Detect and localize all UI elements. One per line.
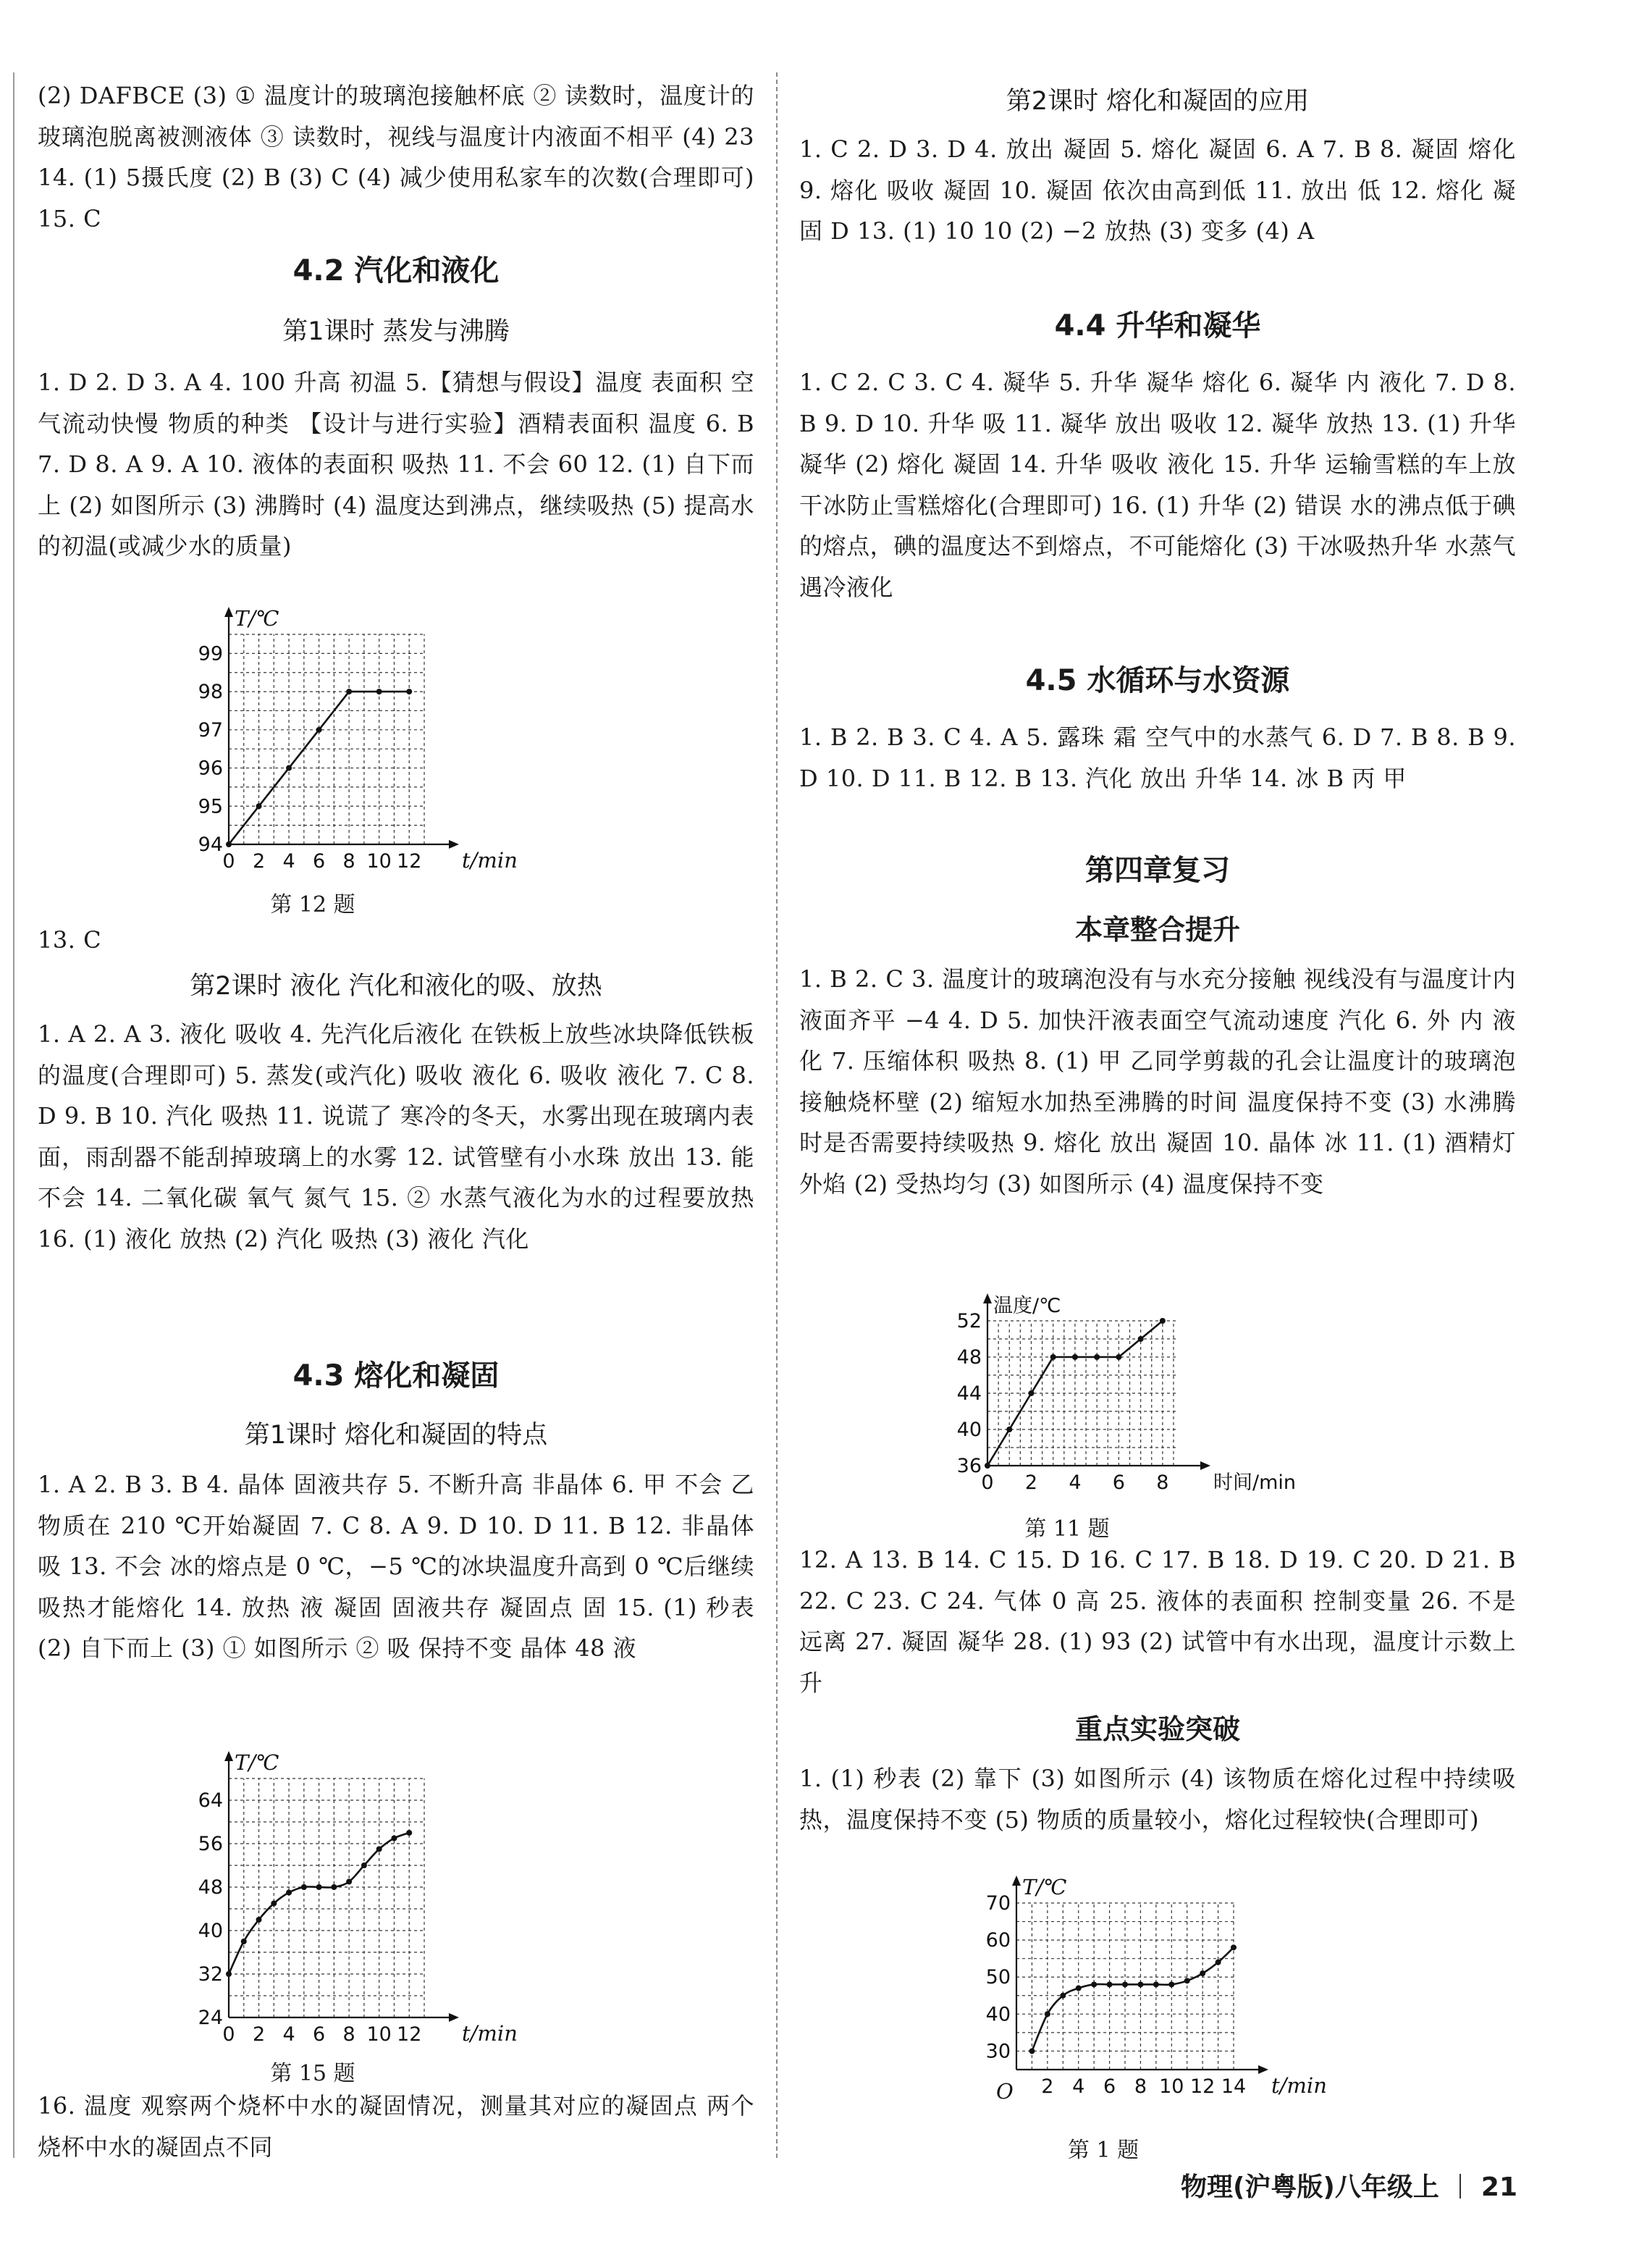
answers-4-4-text: 1. C 2. C 3. C 4. 凝华 5. 升华 凝华 熔化 6. 凝华 内 液化 7. D 8. B 9. D 10. 升华 吸 11. 凝华 放出 吸收 12. 凝华 放热 13. (1) 升华 凝华 (2) 熔化 凝固 14. 升华 吸收 液化 15. 升华 运输雪糕的车上放干冰防止雪糕熔化(合理即可) 16. (1) 升华 (2) 错误 水的沸点低于碘的熔点，碘的温度达不到熔点，不可能熔化 (3) 干冰吸热升华 水蒸气遇冷液化 <box>799 369 1516 601</box>
lesson-title: 第1课时 蒸发与沸腾 <box>282 317 510 346</box>
y-tick-label: 99 <box>198 642 223 665</box>
review-subtitle: 本章整合提升 <box>1074 914 1240 946</box>
x-axis-label: t/min <box>1271 2073 1327 2098</box>
lesson-4-3-1-heading <box>38 1415 754 1456</box>
figure-12 <box>190 606 518 883</box>
answer-16-text: 16. 温度 观察两个烧杯中水的凝固情况，测量其对应的凝固点 两个烧杯中水的凝固点不同 <box>38 2092 754 2161</box>
page-number: 21 <box>1480 2172 1517 2202</box>
section-title: 4.5 水循环与水资源 <box>1025 664 1290 697</box>
x-axis-arrow <box>1200 1461 1210 1470</box>
data-point <box>301 1884 307 1890</box>
answers-4-2-1-text: 1. D 2. D 3. A 4. 100 升高 初温 5.【猜想与假设】温度 表面积 空气流动快慢 物质的种类 【设计与进行实验】酒精表面积 温度 6. B 7. D 8. A 9. A 10. 液体的表面积 吸热 11. 不会 60 12. (1) 自下而上 (2) 如图所示 (3) 沸腾时 (4) 温度达到沸点，继续吸热 (5) 提高水的初温(或减少水的质量) <box>38 369 754 560</box>
x-tick-label: 4 <box>282 850 295 873</box>
y-tick-label: 96 <box>198 757 223 780</box>
x-tick-label: 2 <box>1041 2075 1054 2098</box>
figure-r11 <box>944 1292 1297 1509</box>
data-point <box>1153 1981 1159 1987</box>
answers-4-4 <box>799 362 1516 608</box>
answers-4-3-1-text: 1. A 2. B 3. B 4. 晶体 固液共存 5. 不断升高 非晶体 6. 甲 不会 乙物质在 210 ℃开始凝固 7. C 8. A 9. D 10. D 11. B 12. 非晶体 吸 13. 不会 冰的熔点是 0 ℃，−5 ℃的冰块温度升高到 0 ℃后继续吸热才能熔化 14. 放热 液 凝固 固液共存 凝固点 固 15. (1) 秒表 (2) 自下而上 (3) ① 如图所示 ② 吸 保持不变 晶体 48 液 <box>38 1471 754 1662</box>
answers-4-2-1 <box>38 362 754 567</box>
x-tick-label: 2 <box>252 2023 266 2046</box>
x-tick-label: 6 <box>1112 1471 1125 1494</box>
data-point <box>1138 1336 1144 1342</box>
chart-grid <box>229 634 424 844</box>
x-tick-label: 4 <box>1069 1471 1082 1494</box>
y-tick-label: 36 <box>956 1455 982 1477</box>
footer-subject: 物理(沪粤版)八年级上 <box>1180 2172 1439 2202</box>
data-point <box>1072 1354 1078 1360</box>
answer-16 <box>38 2086 754 2167</box>
y-tick-label: 70 <box>985 1892 1011 1915</box>
answers-review-2 <box>799 1540 1516 1703</box>
answers-4-1-tail <box>38 75 754 239</box>
data-point <box>1137 1981 1143 1987</box>
lesson-4-3-2-heading <box>799 81 1516 122</box>
y-axis-label: 温度/℃ <box>993 1295 1061 1317</box>
data-point <box>346 1879 352 1885</box>
chart-grid <box>229 1778 424 2017</box>
data-line <box>1032 1947 1234 2051</box>
answers-review-2-text: 12. A 13. B 14. C 15. D 16. C 17. B 18. D 19. C 20. D 21. B 22. C 23. C 24. 气体 0 高 25. 液体的表面积 控制变量 26. 不是 远离 27. 凝固 凝华 28. (1) 93 (2) 试管中有水出现，温度计示数上升 <box>799 1546 1516 1697</box>
x-axis-label: 时间/min <box>1213 1471 1297 1494</box>
chapter-review-title <box>799 849 1516 892</box>
y-axis-arrow <box>1012 1876 1021 1886</box>
answers-4-1-text: (2) DAFBCE (3) ① 温度计的玻璃泡接触杯底 ② 读数时，温度计的玻璃泡脱离被测液体 ③ 读数时，视线与温度计内液面不相平 (4) 23 14. (1) 5摄氏度 (2) B (3) C (4) 减少使用私家车的次数(合理即可) 15. C <box>38 82 754 232</box>
data-point <box>406 689 412 694</box>
data-point <box>1116 1354 1121 1360</box>
y-tick-label: 60 <box>985 1929 1011 1952</box>
chart-figR1 <box>966 1875 1342 2129</box>
key-experiment-heading <box>799 1709 1516 1750</box>
data-point <box>256 803 262 809</box>
data-point <box>226 1971 232 1977</box>
section-title: 4.3 熔化和凝固 <box>292 1359 500 1393</box>
y-tick-label: 56 <box>198 1833 223 1855</box>
data-point <box>286 765 292 771</box>
data-point <box>271 1901 277 1907</box>
y-tick-label: 30 <box>985 2040 1011 2063</box>
x-tick-label: 2 <box>1024 1471 1038 1494</box>
data-point <box>346 689 352 694</box>
y-tick-label: 40 <box>198 1920 223 1942</box>
y-tick-label: 40 <box>956 1419 982 1441</box>
x-tick-label: 10 <box>366 2023 392 2046</box>
column-divider <box>776 72 778 2158</box>
data-point <box>361 1862 367 1868</box>
answers-4-3-2 <box>799 129 1516 252</box>
x-tick-label: 0 <box>981 1471 994 1494</box>
section-title: 4.2 汽化和液化 <box>292 254 500 287</box>
y-axis-arrow <box>224 1751 233 1761</box>
review-subtitle: 重点实验突破 <box>1074 1713 1240 1745</box>
data-point <box>1122 1981 1128 1987</box>
y-axis-arrow <box>224 607 233 617</box>
y-tick-label: 40 <box>985 2003 1011 2026</box>
data-point <box>286 1890 292 1896</box>
figure-15-caption: 第 15 题 <box>270 2061 355 2086</box>
data-point <box>1045 2011 1050 2017</box>
y-axis-label: T/℃ <box>235 1750 279 1775</box>
x-tick-label: 8 <box>342 850 355 873</box>
answers-4-3-2-text: 1. C 2. D 3. D 4. 放出 凝固 5. 熔化 凝固 6. A 7. B 8. 凝固 熔化 9. 熔化 吸收 凝固 10. 凝固 依次由高到低 11. 放出 低 12. 熔化 凝固 D 13. (1) 10 10 (2) −2 放热 (3) 变多 (4) A <box>799 135 1516 245</box>
data-point <box>1050 1354 1056 1360</box>
chart-grid <box>987 1321 1176 1466</box>
y-tick-label: 24 <box>198 2007 223 2029</box>
x-tick-label: 6 <box>1103 2075 1116 2098</box>
x-tick-label: 8 <box>1156 1471 1169 1494</box>
answers-4-5 <box>799 717 1516 799</box>
chart-fig12 <box>190 606 518 883</box>
y-tick-label: 64 <box>198 1789 223 1812</box>
data-point <box>1094 1354 1100 1360</box>
data-point <box>241 1939 247 1944</box>
data-point <box>1091 1981 1097 1987</box>
answers-experiment <box>799 1758 1516 1840</box>
data-point <box>1168 1981 1174 1987</box>
section-4-5-title <box>799 659 1516 702</box>
x-axis-arrow <box>449 840 459 849</box>
x-tick-label: 12 <box>397 850 422 873</box>
figure-12-caption: 第 12 题 <box>270 892 355 917</box>
review-integration-heading <box>799 910 1516 950</box>
data-point <box>391 1836 397 1841</box>
section-4-4-title <box>799 304 1516 348</box>
answers-review <box>799 959 1516 1204</box>
x-tick-label: 0 <box>222 850 235 873</box>
y-axis-label: T/℃ <box>235 606 279 631</box>
x-tick-label: 8 <box>342 2023 355 2046</box>
footer-separator <box>1459 2174 1461 2198</box>
x-axis-arrow <box>1258 2065 1268 2074</box>
x-axis-arrow <box>449 2013 459 2022</box>
x-tick-label: 8 <box>1134 2075 1147 2098</box>
answers-experiment-text: 1. (1) 秒表 (2) 靠下 (3) 如图所示 (4) 该物质在熔化过程中持续吸热，温度保持不变 (5) 物质的质量较小，熔化过程较快(合理即可) <box>799 1765 1516 1834</box>
answers-4-2-2-text: 1. A 2. A 3. 液化 吸收 4. 先汽化后液化 在铁板上放些冰块降低铁板的温度(合理即可) 5. 蒸发(或汽化) 吸收 液化 6. 吸收 液化 7. C 8. D 9. B 10. 汽化 吸热 11. 说谎了 寒冷的冬天，水雾出现在玻璃内表面，雨刮器不能刮掉玻璃上的水雾 12. 试管壁有小水珠 放出 13. 能 不会 14. 二氧化碳 氧气 氮气 15. ② 水蒸气液化为水的过程要放热 16. (1) 液化 放热 (2) 汽化 吸热 (3) 液化 汽化 <box>38 1020 754 1253</box>
x-tick-label: 4 <box>1072 2075 1085 2098</box>
answers-4-3-1 <box>38 1464 754 1669</box>
x-tick-label: 0 <box>222 2023 235 2046</box>
x-tick-label: 6 <box>313 850 326 873</box>
section-title: 4.4 升华和凝华 <box>1054 309 1261 343</box>
lesson-title: 第1课时 熔化和凝固的特点 <box>244 1421 548 1450</box>
data-point <box>376 689 382 694</box>
data-point <box>1184 1978 1190 1983</box>
section-4-2-title <box>38 249 754 293</box>
x-tick-label: 2 <box>252 850 266 873</box>
review-title: 第四章复习 <box>1085 854 1230 887</box>
lesson-title: 第2课时 液化 汽化和液化的吸、放热 <box>190 972 602 1001</box>
left-margin-rule <box>13 72 14 2158</box>
data-point <box>316 1884 322 1890</box>
x-tick-label: 14 <box>1221 2075 1247 2098</box>
data-point <box>1028 1390 1034 1396</box>
x-tick-label: 12 <box>397 2023 422 2046</box>
answers-4-5-text: 1. B 2. B 3. C 4. A 5. 露珠 霜 空气中的水蒸气 6. D 7. B 8. B 9. D 10. D 11. B 12. B 13. 汽化 放出 升华 14. 冰 B 丙 甲 <box>799 723 1516 792</box>
y-tick-label: 97 <box>198 718 223 742</box>
x-tick-label: 6 <box>313 2023 326 2046</box>
origin-label: O <box>996 2079 1014 2104</box>
x-axis-label: t/min <box>462 2021 518 2046</box>
page-footer <box>1181 2167 1517 2204</box>
y-axis-label: T/℃ <box>1022 1875 1067 1899</box>
y-tick-label: 44 <box>956 1382 982 1405</box>
figure-r1 <box>966 1875 1342 2129</box>
y-tick-label: 98 <box>198 681 223 704</box>
x-tick-label: 10 <box>366 850 392 873</box>
data-point <box>256 1917 262 1923</box>
x-tick-label: 12 <box>1189 2075 1216 2098</box>
x-axis-label: t/min <box>462 848 518 873</box>
data-point <box>226 841 232 847</box>
figure-r11-caption: 第 11 题 <box>1024 1516 1110 1542</box>
y-tick-label: 52 <box>956 1310 982 1332</box>
data-point <box>316 727 322 733</box>
data-point <box>1107 1981 1113 1987</box>
x-tick-label: 10 <box>1159 2075 1184 2098</box>
data-point <box>1216 1960 1221 1965</box>
x-tick-label: 4 <box>282 2023 295 2046</box>
chart-figR11 <box>944 1292 1297 1509</box>
y-tick-label: 32 <box>198 1963 223 1986</box>
data-point <box>1160 1318 1166 1324</box>
data-point <box>376 1847 382 1852</box>
answers-review-text: 1. B 2. C 3. 温度计的玻璃泡没有与水充分接触 视线没有与温度计内液面齐平 −4 4. D 5. 加快汗液表面空气流动速度 汽化 6. 外 内 液化 7. 压缩体积 吸热 8. (1) 甲 乙同学剪裁的孔会让温度计的玻璃泡接触烧杯壁 (2) 缩短水加热至沸腾的时间 温度保持不变 (3) 水沸腾时是否需要持续吸热 9. 熔化 放出 凝固 10. 晶体 冰 11. (1) 酒精灯外焰 (2) 受热均匀 (3) 如图所示 (4) 温度保持不变 <box>799 965 1516 1198</box>
y-tick-label: 48 <box>198 1876 223 1899</box>
data-point <box>1029 2048 1035 2054</box>
data-point <box>1076 1986 1082 1991</box>
data-point <box>1231 1944 1237 1950</box>
lesson-4-2-1-heading <box>38 311 754 352</box>
answer-13-text: 13. C <box>38 926 102 954</box>
y-axis-arrow <box>983 1293 992 1303</box>
data-point <box>1060 1993 1066 1999</box>
y-tick-label: 48 <box>956 1346 982 1369</box>
figure-15 <box>190 1750 518 2055</box>
figure-r1-caption: 第 1 题 <box>1067 2138 1140 2163</box>
y-tick-label: 50 <box>985 1966 1011 1989</box>
answers-4-2-2 <box>38 1014 754 1259</box>
answer-13 <box>38 920 754 961</box>
data-point <box>1006 1427 1012 1432</box>
lesson-4-2-2-heading <box>38 966 754 1007</box>
y-tick-label: 95 <box>198 795 223 818</box>
chart-fig15 <box>190 1750 518 2055</box>
section-4-3-title <box>38 1354 754 1398</box>
data-point <box>331 1884 337 1890</box>
data-point <box>1200 1970 1205 1976</box>
y-tick-label: 94 <box>198 833 223 856</box>
data-point <box>985 1463 990 1469</box>
data-point <box>406 1830 412 1836</box>
lesson-title: 第2课时 熔化和凝固的应用 <box>1006 87 1310 116</box>
